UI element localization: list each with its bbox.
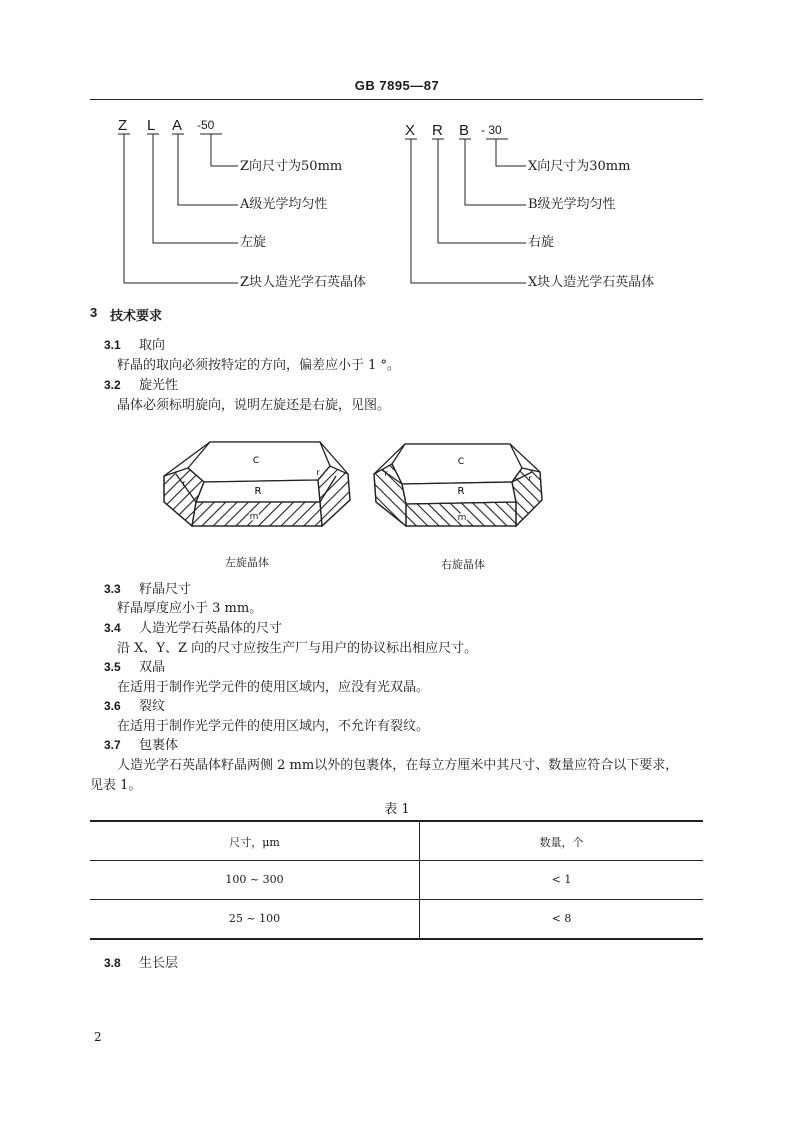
page-number: 2: [94, 1030, 102, 1044]
left-face-c: C: [252, 456, 260, 466]
section-3-7-number: 3.7: [104, 738, 121, 752]
right-face-r-small-1: r: [384, 469, 388, 478]
section-3-5-title: 双晶: [139, 660, 166, 675]
crystal-figure: [150, 430, 570, 545]
label-x-block: X块人造光学石英晶体: [528, 275, 655, 290]
code-letter-b: B: [459, 122, 470, 139]
left-line-50: [211, 134, 238, 166]
left-face-r-small-2: r: [316, 468, 320, 477]
section-3-4-number: 3.4: [104, 621, 121, 635]
code-diagram-lines: [0, 0, 794, 300]
table-top-rule: [90, 820, 703, 822]
label-b-grade: B级光学均匀性: [528, 197, 616, 212]
table-header-quantity: 数量，个: [539, 836, 584, 849]
section-3-1-body: 籽晶的取向必须按特定的方向，偏差应小于 1 °。: [117, 358, 401, 373]
label-x-size: X向尺寸为30mm: [528, 159, 631, 174]
left-line-l: [153, 134, 238, 243]
table-cell-size-2: 25 ~ 100: [228, 912, 281, 925]
code-letter-z: Z: [118, 117, 128, 134]
section-3-number: 3: [90, 305, 98, 320]
right-face-m: m: [457, 513, 467, 523]
section-3-7-body-line2: 见表 1。: [90, 778, 142, 793]
section-3-8-number: 3.8: [104, 956, 121, 970]
right-line-r: [438, 139, 526, 243]
page-header-title: GB 7895—87: [354, 78, 440, 93]
section-3-7-body-line1: 人造光学石英晶体籽晶两侧 2 mm以外的包裹体，在每立方厘米中其尺寸、数量应符合以下要求，: [117, 758, 679, 773]
section-3-1-title: 取向: [139, 338, 166, 353]
right-line-30: [496, 139, 526, 166]
table-cell-qty-1: < 1: [551, 873, 572, 886]
table-bottom-rule: [90, 938, 703, 940]
section-3-3-number: 3.3: [104, 582, 121, 596]
left-face-m: m: [249, 512, 259, 522]
section-3-4-title: 人造光学石英晶体的尺寸: [139, 621, 283, 636]
left-line-z: [124, 134, 238, 283]
right-face-c: C: [457, 457, 465, 467]
code-letter-x: X: [405, 122, 416, 139]
code-letter-a: A: [172, 117, 183, 134]
figure-left-caption: 左旋晶体: [225, 556, 269, 569]
right-face-r-big: R: [457, 486, 465, 497]
right-face-r-small-2: r: [528, 474, 532, 483]
label-a-grade: A级光学均匀性: [240, 197, 328, 212]
section-3-3-body: 籽晶厚度应小于 3 mm。: [117, 601, 263, 616]
section-3-2-title: 旋光性: [139, 378, 179, 393]
table-header-size: 尺寸，μm: [229, 836, 280, 849]
section-3-5-body: 在适用于制作光学元件的使用区域内，应没有光双晶。: [117, 680, 430, 695]
section-3-8-title: 生长层: [139, 956, 179, 971]
section-3-1-number: 3.1: [104, 338, 121, 352]
figure-right-caption: 右旋晶体: [441, 558, 485, 571]
code-suffix-30: - 30: [481, 123, 502, 137]
left-face-r-small-1: r: [182, 479, 186, 488]
label-left-rotation: 左旋: [240, 235, 267, 250]
code-letter-r: R: [432, 122, 443, 139]
right-line-x: [411, 139, 526, 283]
section-3-2-body: 晶体必须标明旋向，说明左旋还是右旋，见图。: [117, 398, 391, 413]
section-3-3-title: 籽晶尺寸: [139, 582, 192, 597]
left-face-r-big: R: [254, 486, 262, 497]
label-right-rotation: 右旋: [528, 235, 555, 250]
table-header-rule: [90, 860, 703, 861]
section-3-4-body: 沿 X、Y、Z 向的尺寸应按生产厂与用户的协议标出相应尺寸。: [117, 641, 478, 656]
section-3-6-title: 裂纹: [139, 699, 166, 714]
left-line-a: [178, 134, 238, 205]
section-3-6-number: 3.6: [104, 699, 121, 713]
code-letter-l: L: [147, 117, 156, 134]
section-3-5-number: 3.5: [104, 660, 121, 674]
section-3-2-number: 3.2: [104, 378, 121, 392]
table-cell-size-1: 100 ~ 300: [225, 873, 284, 886]
table-title: 表 1: [384, 802, 410, 817]
table-cell-qty-2: < 8: [551, 912, 572, 925]
label-z-block: Z块人造光学石英晶体: [240, 275, 367, 290]
section-3-title: 技术要求: [110, 308, 163, 323]
label-z-size: Z向尺寸为50mm: [240, 159, 343, 174]
code-suffix-50: -50: [197, 118, 215, 132]
section-3-6-body: 在适用于制作光学元件的使用区域内，不允许有裂纹。: [117, 719, 430, 734]
section-3-7-title: 包裹体: [139, 738, 179, 753]
table-row-rule: [90, 899, 703, 900]
